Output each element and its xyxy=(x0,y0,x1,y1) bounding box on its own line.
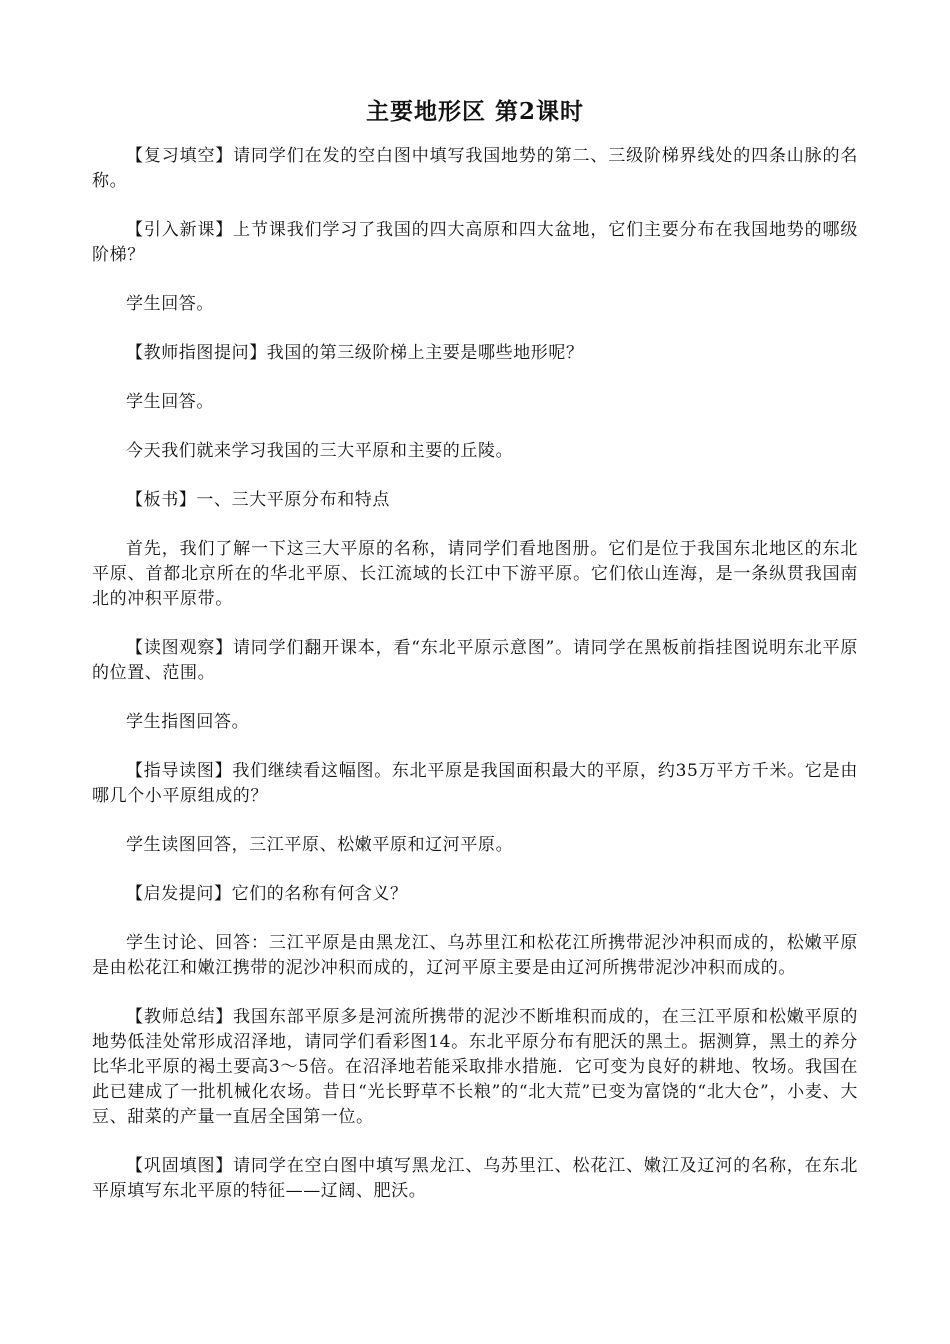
paragraph-inspire-question: 【启发提问】它们的名称有何含义？ xyxy=(126,884,408,904)
page-title: 主要地形区 第2课时 xyxy=(365,98,584,125)
document-page xyxy=(92,96,858,1228)
paragraph-teacher-summary: 【教师总结】我国东部平原多是河流所携带的泥沙不断堆积而成的，在三江平原和松嫩平原的地势低洼处常形成沼泽地，请同学们看彩图14。东北平原分布有肥沃的黑土。据测算，黑土的养分比华北平原的褐土要高3～5倍。在沼泽地若能采取排水措施．它可变为良好的耕地、牧场。我国在此已建成了一批机械化农场。昔日“光长野草不长粮”的“北大荒”已变为富饶的“北大仓”，小麦、大豆、甜菜的产量一直居全国第一位。 xyxy=(92,1007,858,1127)
paragraph-three-plains: 首先，我们了解一下这三大平原的名称，请同学们看地图册。它们是位于我国东北地区的东北平原、首都北京所在的华北平原、长江流域的长江中下游平原。它们依山连海，是一条纵贯我国南北的冲积平原带。 xyxy=(92,539,858,609)
paragraph-today-topic: 今天我们就来学习我国的三大平原和主要的丘陵。 xyxy=(126,441,514,461)
paragraph-teacher-question: 【教师指图提问】我国的第三级阶梯上主要是哪些地形呢？ xyxy=(126,343,584,363)
paragraph-student-discussion: 学生讨论、回答：三江平原是由黑龙江、乌苏里江和松花江所携带泥沙冲积而成的，松嫩平原是由松花江和嫩江携带的泥沙冲积而成的，辽河平原主要是由辽河所携带泥沙冲积而成的。 xyxy=(92,933,858,978)
paragraph-consolidate-fill: 【巩固填图】请同学在空白图中填写黑龙江、乌苏里江、松花江、嫩江及辽河的名称，在东北平原填写东北平原的特征——辽阔、肥沃。 xyxy=(92,1156,858,1201)
paragraph-student-answer: 学生回答。 xyxy=(126,294,214,314)
paragraph-student-read-answer: 学生读图回答，三江平原、松嫩平原和辽河平原。 xyxy=(126,835,514,855)
paragraph-student-answer: 学生回答。 xyxy=(126,392,214,412)
paragraph-review-fill: 【复习填空】请同学们在发的空白图中填写我国地势的第二、三级阶梯界线处的四条山脉的名称。 xyxy=(92,146,858,191)
paragraph-intro-new-lesson: 【引入新课】上节课我们学习了我国的四大高原和四大盆地，它们主要分布在我国地势的哪级阶梯？ xyxy=(92,220,858,265)
paragraph-student-point-answer: 学生指图回答。 xyxy=(126,712,250,732)
paragraph-board-heading: 【板书】一、三大平原分布和特点 xyxy=(126,490,390,510)
paragraph-guided-reading: 【指导读图】我们继续看这幅图。东北平原是我国面积最大的平原，约35万平方千米。它是由哪几个小平原组成的？ xyxy=(92,761,858,806)
paragraph-map-observation: 【读图观察】请同学们翻开课本，看“东北平原示意图”。请同学在黑板前指挂图说明东北平原的位置、范围。 xyxy=(92,638,858,683)
